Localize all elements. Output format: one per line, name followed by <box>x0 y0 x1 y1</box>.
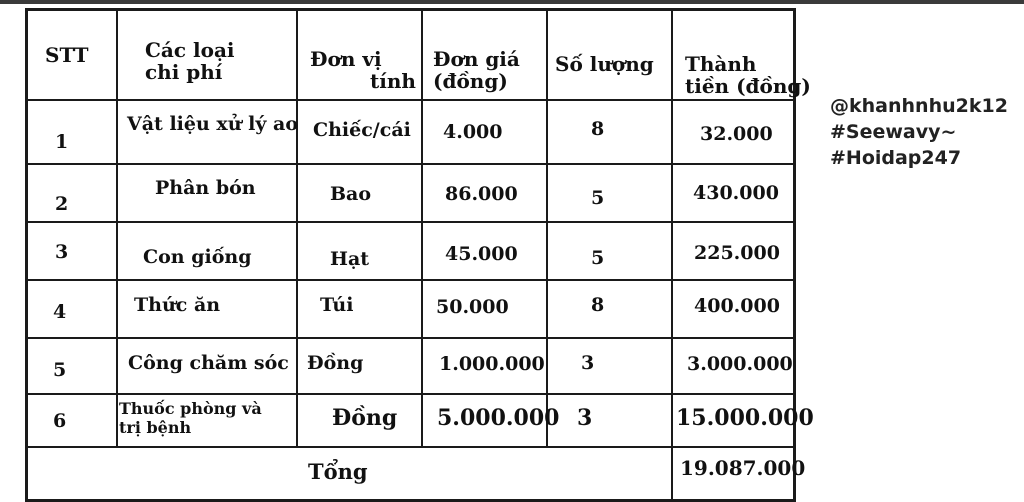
row-4-qty: 8 <box>591 294 605 316</box>
row-1-stt: 1 <box>55 131 69 153</box>
row-6-qty: 3 <box>577 405 593 431</box>
row-4-name: Thức ăn <box>134 294 221 316</box>
row-5-qty: 3 <box>581 352 595 374</box>
row-3-unit: Hạt <box>330 248 370 270</box>
row-3-qty: 5 <box>591 247 605 269</box>
row-6-total: 15.000.000 <box>676 405 814 431</box>
row-2-price: 86.000 <box>445 183 518 205</box>
row-1-unit: Chiếc/cái <box>313 119 411 141</box>
row-divider <box>28 99 793 101</box>
row-4-price: 50.000 <box>436 296 509 318</box>
row-1-total: 32.000 <box>700 123 773 145</box>
row-5-total: 3.000.000 <box>687 353 793 375</box>
top-edge-bar <box>0 0 1024 4</box>
row-divider <box>28 163 793 165</box>
row-6-name: Thuốc phòng và trị bệnh <box>119 399 262 437</box>
side-line: #Hoidap247 <box>830 147 962 169</box>
row-6-price: 5.000.000 <box>437 405 560 431</box>
row-divider <box>28 337 793 339</box>
watermark-text <box>830 93 1008 171</box>
row-5-stt: 5 <box>53 359 67 381</box>
row-5-unit: Đồng <box>307 352 364 374</box>
side-line: @khanhnhu2k12 <box>830 95 1008 117</box>
row-3-stt: 3 <box>55 241 69 263</box>
row-2-name: Phân bón <box>155 177 256 199</box>
row-3-total: 225.000 <box>694 242 780 264</box>
header-unit-price: Đơn giá (đồng) <box>433 47 520 93</box>
cost-table <box>25 8 814 502</box>
row-1-qty: 8 <box>591 118 605 140</box>
col-divider <box>296 11 298 446</box>
col-divider <box>671 11 673 502</box>
row-4-stt: 4 <box>53 301 67 323</box>
row-3-name: Con giống <box>143 246 252 268</box>
row-2-unit: Bao <box>330 183 372 205</box>
row-2-qty: 5 <box>591 187 605 209</box>
side-line: #Seewavy~ <box>830 121 957 143</box>
row-5-name: Công chăm sóc <box>128 352 289 374</box>
row-divider <box>28 221 793 223</box>
row-divider <box>28 446 793 448</box>
header-stt: STT <box>45 43 89 67</box>
row-2-total: 430.000 <box>693 182 779 204</box>
row-6-stt: 6 <box>53 410 67 432</box>
col-divider <box>116 11 118 446</box>
col-divider <box>546 11 548 446</box>
footer-label: Tổng <box>308 459 368 484</box>
row-6-unit: Đồng <box>332 405 398 431</box>
header-total: Thành tiền (đồng) <box>685 52 811 98</box>
row-3-price: 45.000 <box>445 243 518 265</box>
header-quantity: Số lượng <box>555 52 654 76</box>
header-unit: Đơn vị tính <box>310 47 416 93</box>
row-4-total: 400.000 <box>694 295 780 317</box>
row-divider <box>28 393 793 395</box>
row-1-price: 4.000 <box>443 121 503 143</box>
col-divider <box>421 11 423 446</box>
header-cost-type: Các loại chi phí <box>145 38 235 84</box>
row-5-price: 1.000.000 <box>439 353 545 375</box>
row-2-stt: 2 <box>55 193 69 215</box>
row-divider <box>28 279 793 281</box>
footer-total: 19.087.000 <box>680 456 806 480</box>
row-4-unit: Túi <box>320 294 354 316</box>
row-1-name: Vật liệu xử lý ao <box>127 113 299 135</box>
